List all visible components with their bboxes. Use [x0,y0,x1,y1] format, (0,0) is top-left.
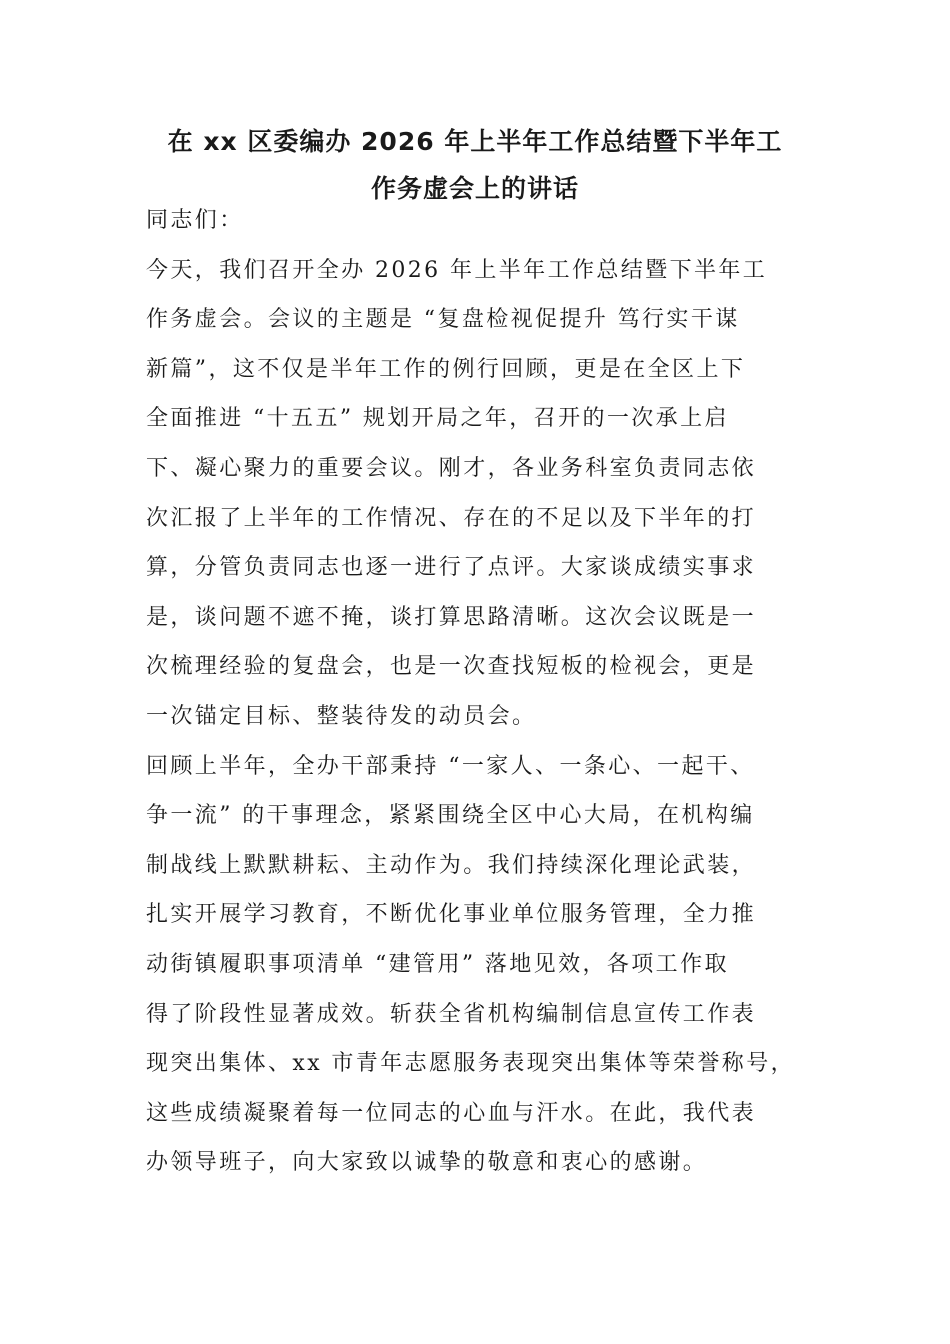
body-line: 今天，我们召开全办 2026 年上半年工作总结暨下半年工 [146,257,768,283]
speech-body [146,196,816,1188]
body-line: 作务虚会。会议的主题是 “复盘检视促提升 笃行实干谋 [146,307,740,333]
body-line: 动街镇履职事项清单 “建管用” 落地见效，各项工作取 [146,951,729,977]
body-line: 算，分管负责同志也逐一进行了点评。大家谈成绩实事求 [146,555,757,581]
body-line: 扎实开展学习教育，不断优化事业单位服务管理，全力推 [146,902,757,928]
body-line: 新篇”，这不仅是半年工作的例行回顾，更是在全区上下 [146,356,746,382]
title-line: 在 xx 区委编办 2026 年上半年工作总结暨下半年工 [167,127,783,156]
body-line: 得了阶段性显著成效。斩获全省机构编制信息宣传工作表 [146,1001,757,1027]
body-line: 下、凝心聚力的重要会议。刚才，各业务科室负责同志依 [146,455,757,481]
salutation: 同志们： [146,208,244,233]
title-line: 作务虚会上的讲话 [370,174,579,203]
body-line: 办领导班子，向大家致以诚挚的敬意和衷心的感谢。 [146,1150,708,1176]
body-line: 回顾上半年，全办干部秉持 “一家人、一条心、一起干、 [146,753,755,779]
body-line: 现突出集体、xx 市青年志愿服务表现突出集体等荣誉称号， [146,1051,796,1077]
body-line: 争一流” 的干事理念，紧紧围绕全区中心大局，在机构编 [146,803,755,829]
body-line: 是，谈问题不遮不掩，谈打算思路清晰。这次会议既是一 [146,604,757,630]
body-line: 次汇报了上半年的工作情况、存在的不足以及下半年的打 [146,505,757,531]
body-line: 一次锚定目标、整装待发的动员会。 [146,703,537,729]
body-line: 全面推进 “十五五” 规划开局之年，召开的一次承上启 [146,406,729,432]
body-line: 次梳理经验的复盘会，也是一次查找短板的检视会，更是 [146,654,757,680]
body-line: 这些成绩凝聚着每一位同志的心血与汗水。在此，我代表 [146,1100,757,1126]
body-line: 制战线上默默耕耘、主动作为。我们持续深化理论武装， [146,852,757,878]
